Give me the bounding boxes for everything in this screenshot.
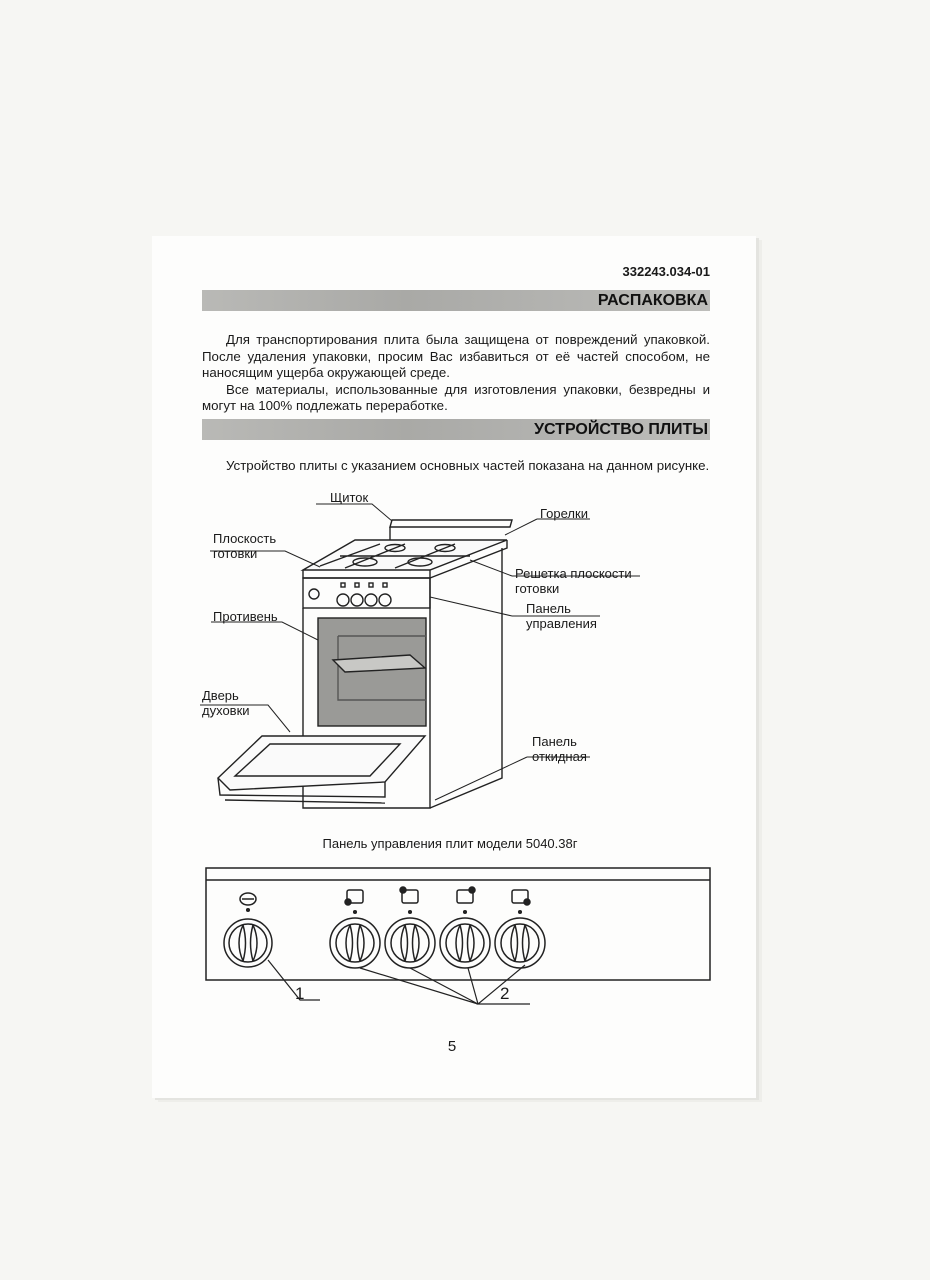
burner-knob-group (440, 887, 490, 968)
burner-position-dot (400, 887, 406, 893)
label-shield: Щиток (330, 490, 369, 505)
burner-knob (385, 918, 435, 968)
burner-position-dot (524, 899, 530, 905)
label-line: Панель (532, 734, 577, 749)
section-title: УСТРОЙСТВО ПЛИТЫ (534, 421, 708, 438)
paragraph: Устройство плиты с указанием основных частей показана на данном рисунке. (226, 458, 710, 473)
burner-knob-group (385, 887, 435, 968)
label-line: Плоскость (213, 531, 277, 546)
label-line: духовки (202, 703, 250, 718)
label-burners: Горелки (540, 506, 588, 521)
panel-caption: Панель управления плит модели 5040.38г (322, 836, 578, 851)
paragraph: Все материалы, использованные для изготовления упаковки, безвредны и могут на 100% подлежать переработке. (202, 381, 710, 413)
burner-position-dot (345, 899, 351, 905)
document-code: 332243.034-01 (622, 264, 710, 279)
label-line: откидная (532, 749, 587, 764)
burner-knob (440, 918, 490, 968)
label-line: Дверь (202, 688, 239, 703)
burner-position-dot (469, 887, 475, 893)
label-line: Панель (526, 601, 571, 616)
burner-knob-group (495, 890, 545, 968)
callout-2: 2 (500, 984, 510, 1003)
label-line: готовки (515, 581, 560, 596)
page-number: 5 (447, 1038, 457, 1055)
burner-knob-group (330, 890, 380, 968)
paragraph: Для транспортирования плита была защищена от повреждений упаковкой. После удаления упаковки, просим Вас избавиться от её частей способом, не наносящим ущерба окружающей среде. (202, 332, 710, 380)
label-line: управления (526, 616, 597, 631)
callout-1: 1 (295, 984, 305, 1003)
label-line: готовки (213, 546, 258, 561)
label-tray: Противень (213, 609, 278, 624)
burner-knob (330, 918, 380, 968)
burner-knob (495, 918, 545, 968)
label-line: Решетка плоскости (515, 566, 632, 581)
section-title: РАСПАКОВКА (597, 292, 708, 309)
